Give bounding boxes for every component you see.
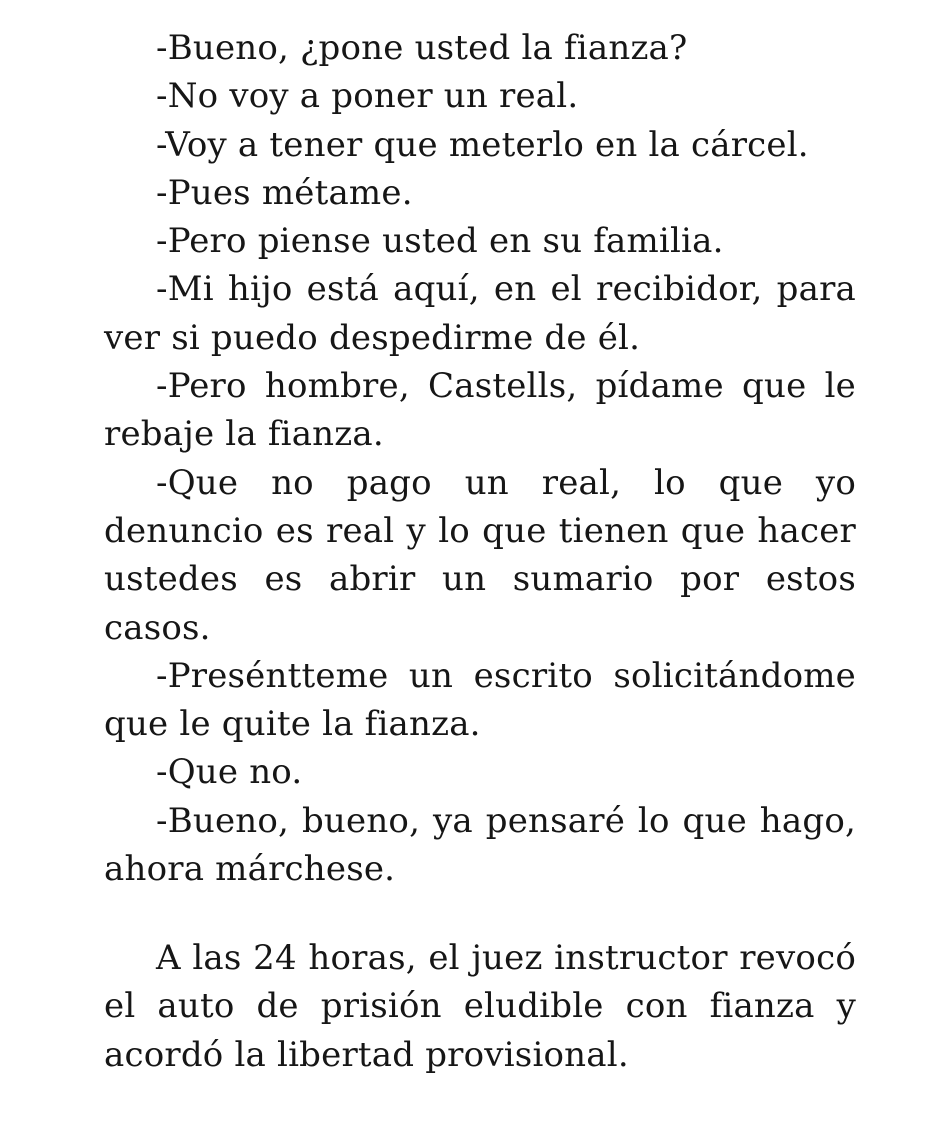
dialogue-line: -Pues métame. [156,172,413,213]
dialogue-line: -Bueno, ¿pone usted la fianza? [156,28,688,68]
dialogue-line: -Preséntteme un escrito solicitándome que le quite la fianza. [104,655,856,745]
dialogue-line: -Que no. [156,752,303,793]
dialogue-line: -Mi hijo está aquí, en el recibidor, para ver si puedo despedirme de él. [104,269,856,358]
dialogue-line: -Bueno, bueno, ya pensaré lo que hago, ahora márchese. [104,800,856,890]
dialogue-line: -No voy a poner un real. [156,76,579,117]
dialogue-line: -Pero hombre, Castells, pídame que le rebaje la fianza. [104,366,856,455]
closing-section [104,934,856,1079]
dialogue-section [104,24,856,890]
dialogue-line: -Voy a tener que meterlo en la cárcel. [156,124,809,165]
dialogue-line: -Que no pago un real, lo que yo denuncio es real y lo que tienen que hacer ustedes es abrir un sumario por estos casos. [104,462,856,648]
dialogue-line: -Pero piense usted en su familia. [156,221,724,262]
closing-paragraph: A las 24 horas, el juez instructor revocó el auto de prisión eludible con fianza y acordó la libertad provisional. [104,938,856,1075]
